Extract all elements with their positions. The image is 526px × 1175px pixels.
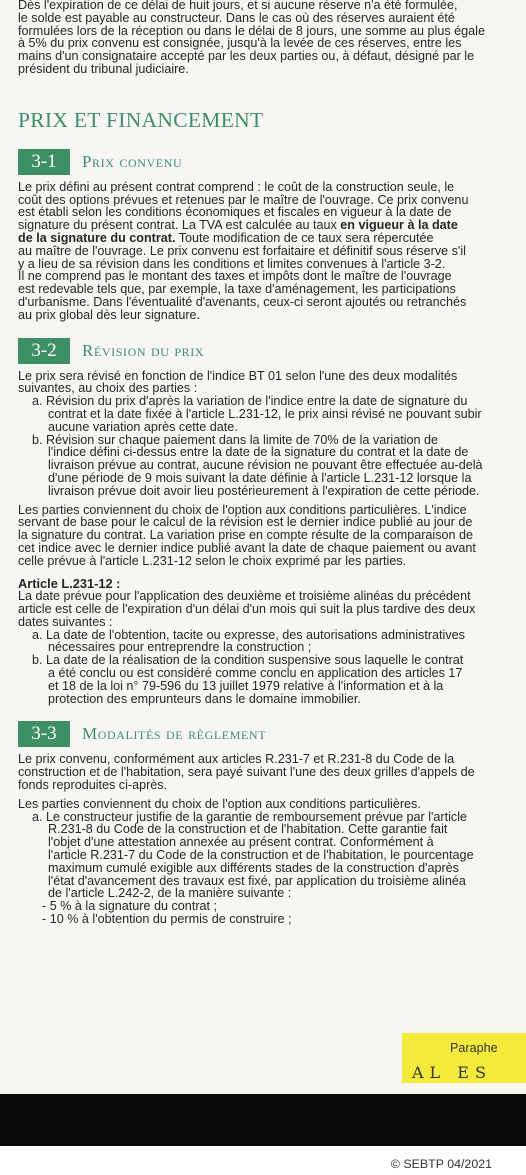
- text-line: livraison prévue au contrat, aucune révision ne pouvant être effectuée au-delà: [48, 458, 483, 473]
- text-line: au maître de l'ouvrage. Le prix convenu est forfaitaire et définitif sous réserve s'il: [18, 243, 466, 258]
- text-line: Les parties conviennent du choix de l'option aux conditions particulières.: [18, 796, 421, 811]
- text-line: est établi selon les conditions économiques et fiscales en vigueur à la date de: [18, 205, 452, 220]
- bullet-item: - 10 % à l'obtention du permis de construire ;: [42, 912, 292, 927]
- text-line: l'objet d'une attestation annexée au présent contrat. Conformément à: [48, 835, 434, 850]
- list-item-a: a. La date de l'obtention, tacite ou expresse, des autorisations administratives: [32, 627, 465, 642]
- text-line: l'état d'avancement des travaux est fixé, par application du troisième alinéa: [48, 873, 466, 888]
- text-line: suivantes, au choix des parties :: [18, 381, 198, 396]
- paraphe-box: [402, 1033, 526, 1083]
- text-line: dates suivantes :: [18, 614, 113, 629]
- text-line: d'urbanisme. Dans l'éventualité d'avenants, ceux-ci seront ajoutés ou retranchés: [18, 294, 467, 309]
- text-line: livraison prévue doit avoir lieu postérieurement à l'expiration de cette période.: [48, 483, 480, 498]
- text-line: est redevable tels que, par exemple, la taxe d'aménagement, les participations: [18, 282, 456, 297]
- text-run: signature du présent contrat. La TVA est calculée au taux: [18, 218, 341, 233]
- scan-border: [0, 1094, 526, 1146]
- bold-text: en vigueur à la date: [340, 218, 458, 233]
- bullet-item: - 5 % à la signature du contrat ;: [42, 899, 218, 914]
- text-line: nécessaires pour entreprendre la construction ;: [48, 640, 312, 655]
- subsection-number: 3-1: [18, 149, 70, 175]
- text-line: Il ne comprend pas le montant des taxes et impôts dont le maître de l'ouvrage: [18, 269, 452, 284]
- text-line: au prix global dès leur signature.: [18, 307, 201, 322]
- text-line: le solde est payable au constructeur. Dans le cas où des réserves auraient été: [18, 10, 455, 25]
- text-line: mains d'un consignataire accepté par les deux parties ou, à défaut, désigné par le: [18, 49, 475, 64]
- intro-paragraph: [18, 0, 526, 76]
- subsection-title: Modalités de règlement: [82, 724, 267, 744]
- subsection-body-3-2: [18, 370, 526, 706]
- subsection-header-3-1: [18, 149, 526, 175]
- list-item-a: a. Révision du prix d'après la variation de l'indice entre la date de signature du: [32, 394, 468, 409]
- list-item-b: b. La date de la réalisation de la condition suspensive sous laquelle le contrat: [32, 653, 464, 668]
- text-line: La date prévue pour l'application des deuxième et troisième alinéas du précédent: [18, 589, 471, 604]
- section-title: PRIX ET FINANCEMENT: [18, 107, 264, 132]
- text-line: l'article R.231-7 du Code de la construction et de l'habitation, le pourcentage: [48, 848, 474, 863]
- text-line: formulées lors de la réception ou dans le délai de 8 jours, une somme au plus égale: [18, 23, 485, 38]
- text-line: à 5% du prix convenu est consignée, jusqu'à la levée de ces réserves, entre les: [18, 36, 462, 51]
- text-line: coût des options prévues et retenues par le maître de l'ouvrage. Ce prix convenu: [18, 192, 469, 207]
- subsection-header-3-3: [18, 721, 526, 747]
- subsection-number: 3-3: [18, 721, 70, 747]
- subsection-body-3-1: [18, 181, 526, 322]
- text-line: fonds reproduites ci-après.: [18, 778, 168, 793]
- text-line: Le prix sera révisé en fonction de l'indice BT 01 selon l'une des deux modalités: [18, 368, 458, 383]
- subsection-header-3-2: [18, 338, 526, 364]
- text-line: R.231-8 du Code de la construction et de l'habitation. Cette garantie fait: [48, 822, 448, 837]
- text-line: aucune variation après cette date.: [48, 419, 238, 434]
- copyright-footer: © SEBTP 04/2021: [390, 1157, 492, 1171]
- text-run: Toute modification de ce taux sera répercutée: [175, 230, 434, 245]
- document-content: [18, 0, 526, 926]
- text-line: d'une période de 9 mois suivant la date définie à l'article L.231-12 lorsque la: [48, 470, 472, 485]
- article-heading: Article L.231-12 :: [18, 575, 121, 591]
- text-line: celle prévue à l'article L.231-12 selon le choix exprimé par les parties.: [18, 553, 407, 568]
- subsection-number: 3-2: [18, 338, 70, 364]
- text-line: président du tribunal judiciaire.: [18, 61, 189, 76]
- handwritten-initials: AL ES: [412, 1063, 492, 1082]
- text-line: y a lieu de sa révision dans les conditions et limites convenues à l'article 3-2.: [18, 256, 446, 271]
- text-line: Le prix défini au présent contrat comprend : le coût de la construction seule, le: [18, 179, 455, 194]
- text-line: servant de base pour le calcul de la révision est le dernier indice publié au jour de: [18, 515, 473, 530]
- text-line: la signature du contrat. La variation prise en compte résulte de la comparaison de: [18, 528, 474, 543]
- text-line: maximum cumulé exigible aux différents stades de la construction d'après: [48, 860, 459, 875]
- text-line: et 18 de la loi n° 79-596 du 13 juillet 1979 relative à l'information et à la: [48, 678, 444, 693]
- text-line: construction et de l'habitation, sera payé suivant l'une des deux grilles d'appels de: [18, 765, 475, 780]
- text-line: de l'article L.242-2, de la manière suivante :: [48, 886, 292, 901]
- text-line: protection des emprunteurs dans le domaine immobilier.: [48, 691, 361, 706]
- bold-text: de la signature du contrat.: [18, 230, 176, 245]
- text-line: l'indice défini ci-dessus entre la date de la signature du contrat et la date de: [48, 445, 469, 460]
- subsection-body-3-3: [18, 753, 526, 925]
- paraphe-label: Paraphe: [450, 1041, 498, 1055]
- list-item-b: b. Révision sur chaque paiement dans la limite de 70% de la variation de: [32, 432, 439, 447]
- text-line: Dès l'expiration de ce délai de huit jours, et si aucune réserve n'a été formulée,: [18, 0, 458, 12]
- list-item-a: a. Le constructeur justifie de la garantie de remboursement prévue par l'article: [32, 809, 468, 824]
- text-line: Les parties conviennent du choix de l'option aux conditions particulières. L'indice: [18, 502, 467, 517]
- subsection-title: Prix convenu: [82, 151, 183, 171]
- text-line: contrat et la date fixée à l'article L.231-12, le prix ainsi révisé ne pouvant subir: [48, 406, 482, 421]
- text-line: cet indice avec le dernier indice publié avant la date de chaque paiement ou avant: [18, 540, 476, 555]
- subsection-title: Révision du prix: [82, 340, 205, 360]
- text-line: a été conclu ou est considéré comme conclu en application des articles 17: [48, 666, 463, 681]
- text-line: article est celle de l'expiration d'un délai d'un mois qui suit la plus tardive des deux: [18, 602, 476, 617]
- text-line: Le prix convenu, conformément aux articles R.231-7 et R.231-8 du Code de la: [18, 752, 455, 767]
- text-line: [18, 232, 526, 245]
